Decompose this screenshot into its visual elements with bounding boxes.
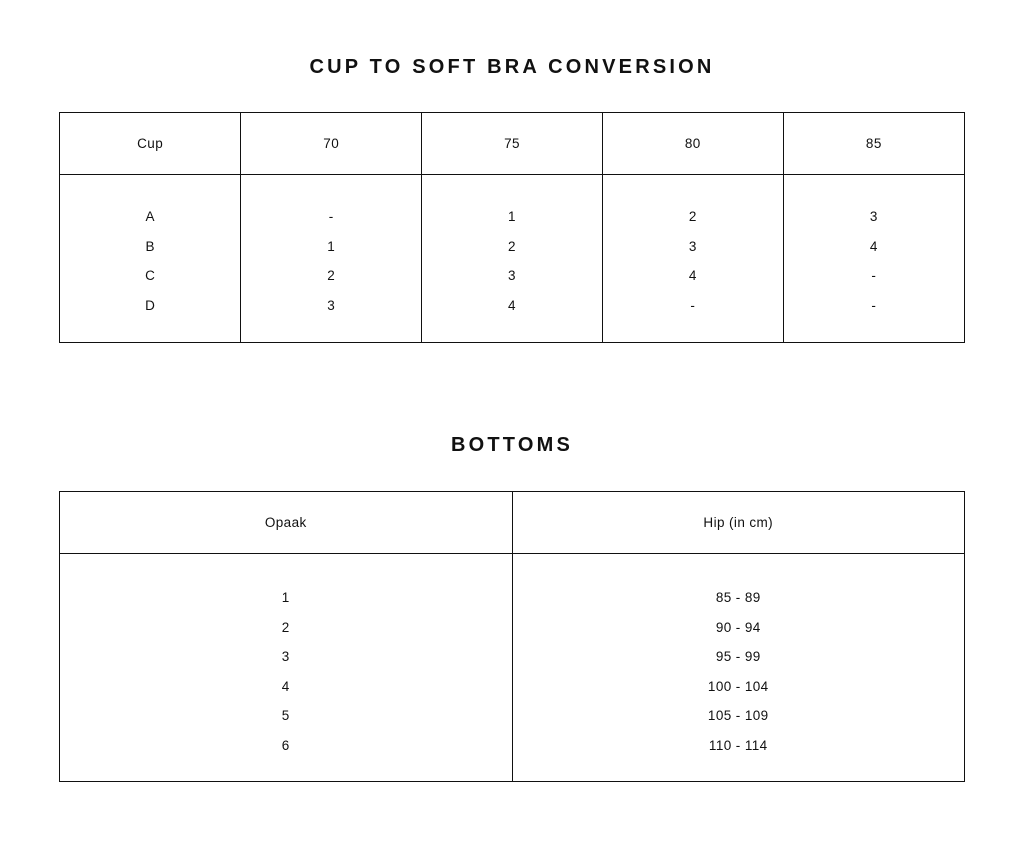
bra-col-85-values [784,175,964,320]
bra-cup-values [60,175,240,320]
bra-header-70: 70 [241,113,422,175]
bra-80-c: 4 [688,268,697,283]
bra-85-d: - [871,297,877,313]
table-header-row [60,492,964,554]
bra-cup-d: D [145,297,156,313]
bra-table-body [60,175,964,343]
bra-cup-a: A [145,209,155,224]
bottoms-table-head [60,492,964,554]
bra-grid [60,113,964,342]
bottoms-size-values [60,554,512,760]
bra-75-d: 4 [508,297,516,313]
bra-col-80 [602,175,783,343]
bra-conversion-table [59,112,965,343]
bottoms-hip-5: 105 - 109 [707,708,769,723]
bra-cup-c: C [145,268,156,283]
bra-70-c: 2 [327,268,336,283]
table-row [60,175,964,343]
bottoms-size-1: 1 [281,590,290,605]
bra-header-cup: Cup [60,113,241,175]
bra-70-b: 1 [327,238,336,254]
bottoms-hip-values [513,554,965,760]
bra-cup-b: B [145,238,155,254]
bra-header-85: 85 [783,113,964,175]
bottoms-grid [60,492,964,781]
bottoms-hip-2: 90 - 94 [715,619,761,635]
bottoms-size-column [60,554,512,782]
bottoms-size-4: 4 [281,678,290,694]
bra-col-70 [241,175,422,343]
bottoms-hip-column [512,554,964,782]
bra-col-70-values [241,175,421,320]
bottoms-section-title: BOTTOMS [450,434,574,456]
bra-80-d: - [690,297,696,313]
bra-section-title: CUP TO SOFT BRA CONVERSION [309,56,715,78]
bra-85-a: 3 [869,209,878,224]
bra-col-80-values [603,175,783,320]
bottoms-size-3: 3 [281,649,290,664]
bottoms-hip-6: 110 - 114 [708,737,768,753]
bra-75-c: 3 [508,268,516,283]
bottoms-hip-3: 95 - 99 [715,649,761,664]
bra-85-c: - [871,268,877,283]
bra-75-a: 1 [508,209,516,224]
bottoms-hip-4: 100 - 104 [707,678,769,694]
bra-70-a: - [328,209,334,224]
bottoms-table-body [60,554,964,782]
bra-70-d: 3 [327,297,336,313]
bra-col-75 [422,175,603,343]
bottoms-size-5: 5 [281,708,290,723]
bra-80-b: 3 [688,238,697,254]
bra-cup-column [60,175,241,343]
bra-header-80: 80 [602,113,783,175]
bra-col-75-values [422,175,602,320]
bottoms-size-table [59,491,965,782]
bottoms-header-opaak: Opaak [60,492,512,554]
bra-header-75: 75 [422,113,603,175]
bottoms-size-2: 2 [281,619,290,635]
table-row [60,554,964,782]
bra-col-85 [783,175,964,343]
table-header-row [60,113,964,175]
bottoms-header-hip: Hip (in cm) [512,492,964,554]
bottoms-hip-1: 85 - 89 [715,590,761,605]
bra-table-head [60,113,964,175]
bottoms-size-6: 6 [281,737,290,753]
bra-75-b: 2 [508,238,516,254]
bra-85-b: 4 [869,238,878,254]
bra-80-a: 2 [688,209,697,224]
